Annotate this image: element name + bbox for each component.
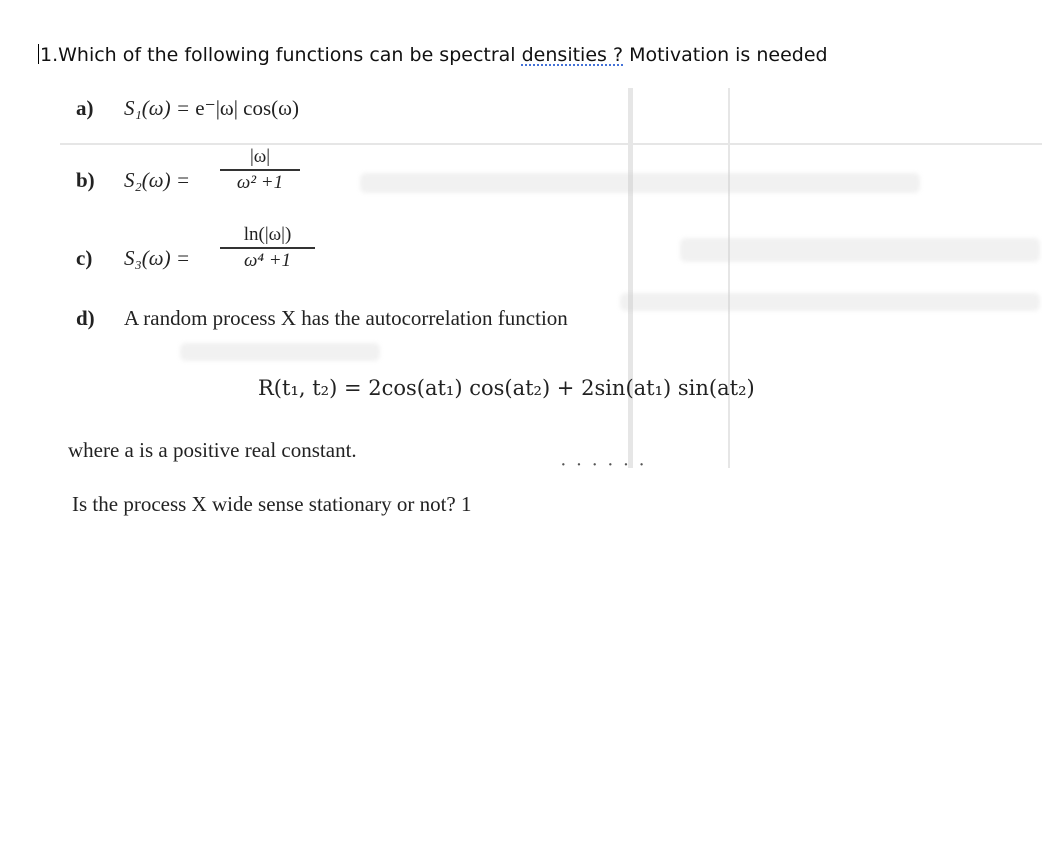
scan-artifact-smudge xyxy=(680,238,1040,262)
item-b-denominator: ω² +1 xyxy=(236,171,284,193)
item-b-fraction xyxy=(220,146,300,194)
item-c-fraction xyxy=(220,224,315,272)
fraction-bar xyxy=(220,247,315,249)
scan-artifact-line xyxy=(728,88,730,468)
scan-artifact-smudge xyxy=(360,173,920,193)
fraction-bar xyxy=(220,169,300,171)
autocorrelation-formula: R(t₁, t₂) = 2cos(at₁) cos(at₂) + 2sin(at₁) sin(at₂) xyxy=(258,376,755,400)
question-prefix: 1.Which of the following functions can be spectral xyxy=(40,44,522,66)
scan-artifact-smudge xyxy=(620,293,1040,311)
item-b-numerator: |ω| xyxy=(249,146,271,167)
item-d-label: d) xyxy=(76,306,95,330)
item-a-lhs: S₁(ω) = xyxy=(124,96,196,120)
item-c-lhs: S₃(ω) = xyxy=(124,246,191,270)
text-cursor xyxy=(38,44,39,64)
scan-artifact-smudge xyxy=(180,343,380,361)
scan-artifact-dots: · · · · · · xyxy=(560,454,647,476)
question-heading xyxy=(38,44,828,66)
item-b-lhs: S₂(ω) = xyxy=(124,168,191,192)
ask-text: Is the process X wide sense stationary or not? 1 xyxy=(72,492,472,516)
question-underlined-word: densities ? xyxy=(521,44,624,66)
item-a-equation xyxy=(124,96,299,121)
item-c-denominator: ω⁴ +1 xyxy=(243,249,292,271)
item-c-label: c) xyxy=(76,246,93,270)
where-text: where a is a positive real constant. xyxy=(68,438,357,462)
scan-artifact-line xyxy=(60,143,1042,145)
scanned-problem-image xyxy=(60,88,1042,548)
item-b-label: b) xyxy=(76,168,95,192)
scan-artifact-line xyxy=(628,88,633,468)
item-a-rhs: e⁻|ω| cos(ω) xyxy=(195,96,299,120)
item-d-text: A random process X has the autocorrelation function xyxy=(124,306,568,330)
item-c-numerator: ln(|ω|) xyxy=(243,224,292,245)
question-suffix: Motivation is needed xyxy=(623,44,828,66)
item-a-label: a) xyxy=(76,96,94,120)
